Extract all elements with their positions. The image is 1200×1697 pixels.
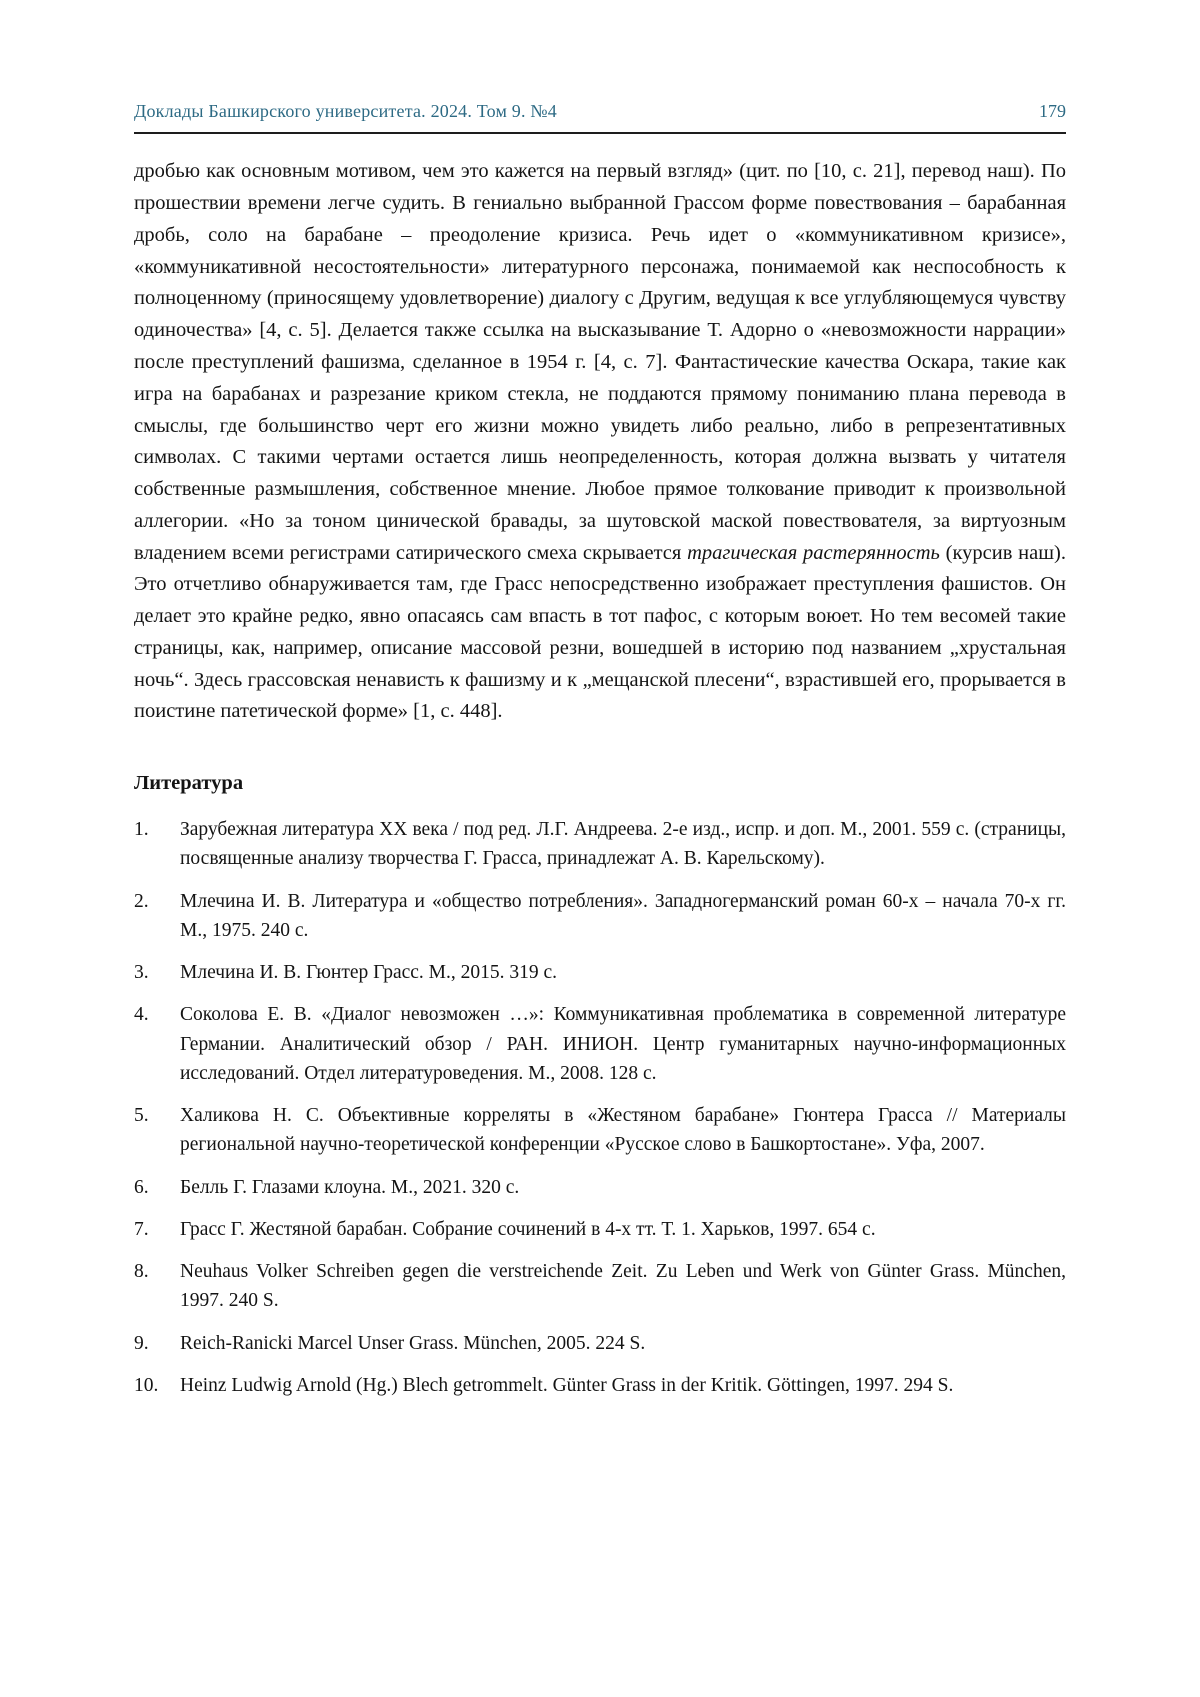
- page-header: [134, 100, 1066, 132]
- reference-number: 7.: [134, 1218, 149, 1240]
- header-rule: [134, 132, 1066, 134]
- reference-number: 8.: [134, 1261, 149, 1283]
- references-list: [134, 815, 1066, 1400]
- reference-number: 6.: [134, 1176, 149, 1198]
- reference-item: [134, 1257, 1066, 1316]
- reference-text: Грасс Г. Жестяной барабан. Собрание сочинений в 4-х тт. Т. 1. Харьков, 1997. 654 с.: [180, 1218, 876, 1240]
- reference-text: Зарубежная литература XX века / под ред. Л.Г. Андреева. 2-е изд., испр. и доп. М., 2001. 559 с. (страницы, посвященные анализу творчества Г. Грасса, принадлежат А. В. Карельскому).: [180, 819, 1066, 870]
- reference-number: 1.: [134, 819, 149, 841]
- reference-number: 10.: [134, 1374, 159, 1396]
- reference-text: Халикова Н. С. Объективные корреляты в «Жестяном барабане» Гюнтера Грасса // Материалы региональной научно-теоретической конференции «Русское слово в Башкортостане». Уфа, 2007.: [180, 1105, 1066, 1156]
- paragraph-text-before-italic: дробью как основным мотивом, чем это кажется на первый взгляд» (цит. по [10, с. 21], перевод наш). По прошествии времени легче судить. В гениально выбранной Грассом форме повествования – барабанная дробь, соло на барабане – преодоление кризиса. Речь идет о «коммуникативном кризисе», «коммуникативной несостоятельности» литературного персонажа, понимаемой как неспособность к полноценному (приносящему удовлетворение) диалогу с Другим, ведущая к все углубляющемуся чувству одиночества» [4, с. 5]. Делается также ссылка на высказывание Т. Адорно о «невозможности наррации» после преступлений фашизма, сделанное в 1954 г. [4, с. 7]. Фантастические качества Оскара, такие как игра на барабанах и разрезание криком стекла, не поддаются прямому пониманию плана перевода в смыслы, где большинство черт его жизни можно увидеть либо реально, либо в репрезентативных символах. С такими чертами остается лишь неопределенность, которая должна вызвать у читателя собственные размышления, собственное мнение. Любое прямое толкование приводит к произвольной аллегории. «Но за тоном цинической бравады, за шутовской маской повествователя, за виртуозным владением всеми регистрами сатирического смеха скрывается: [134, 160, 1066, 564]
- reference-item: [134, 1371, 1066, 1400]
- reference-text: Neuhaus Volker Schreiben gegen die verstreichende Zeit. Zu Leben und Werk von Günter Grass. München, 1997. 240 S.: [180, 1261, 1066, 1312]
- reference-number: 3.: [134, 962, 149, 984]
- reference-item: [134, 1101, 1066, 1160]
- paragraph-text-after-italic: (курсив наш). Это отчетливо обнаруживается там, где Грасс непосредственно изображает преступления фашистов. Он делает это крайне редко, явно опасаясь сам впасть в тот пафос, с которым воюет. Но тем весомей такие страницы, как, например, описание массовой резни, вошедшей в историю под названием „хрустальная ночь“. Здесь грассовская ненависть к фашизму и к „мещанской плесени“, взрастившей его, прорывается в поистине патетической форме» [1, с. 448].: [134, 541, 1066, 723]
- reference-text: Соколова Е. В. «Диалог невозможен …»: Коммуникативная проблематика в современной литературе Германии. Аналитический обзор / РАН. ИНИОН. Центр гуманитарных научно-информационных исследований. Отдел литературоведения. М., 2008. 128 с.: [180, 1004, 1066, 1084]
- reference-text: Reich-Ranicki Marcel Unser Grass. München, 2005. 224 S.: [180, 1332, 646, 1354]
- reference-item: [134, 958, 1066, 987]
- reference-text: Млечина И. В. Гюнтер Грасс. М., 2015. 319 с.: [180, 962, 558, 984]
- page-body: [134, 156, 1066, 1400]
- reference-item: [134, 815, 1066, 874]
- body-paragraph: [134, 156, 1066, 728]
- reference-item: [134, 1329, 1066, 1358]
- journal-title: Доклады Башкирского университета. 2024. Том 9. №4: [134, 101, 557, 121]
- reference-item: [134, 1000, 1066, 1088]
- reference-text: Млечина И. В. Литература и «общество потребления». Западногерманский роман 60-х – начала 70-х гг. М., 1975. 240 с.: [180, 890, 1066, 941]
- page-number: 179: [1039, 101, 1066, 121]
- reference-number: 5.: [134, 1105, 149, 1127]
- italic-phrase: трагическая растерянность: [687, 541, 940, 564]
- reference-text: Heinz Ludwig Arnold (Hg.) Blech getrommelt. Günter Grass in der Kritik. Göttingen, 1997. 294 S.: [180, 1374, 954, 1396]
- reference-item: [134, 887, 1066, 946]
- references-heading: Литература: [134, 772, 244, 795]
- reference-number: 4.: [134, 1004, 149, 1026]
- reference-item: [134, 1215, 1066, 1244]
- reference-number: 9.: [134, 1332, 149, 1354]
- reference-number: 2.: [134, 890, 149, 912]
- reference-item: [134, 1173, 1066, 1202]
- reference-text: Белль Г. Глазами клоуна. М., 2021. 320 с.: [180, 1176, 520, 1198]
